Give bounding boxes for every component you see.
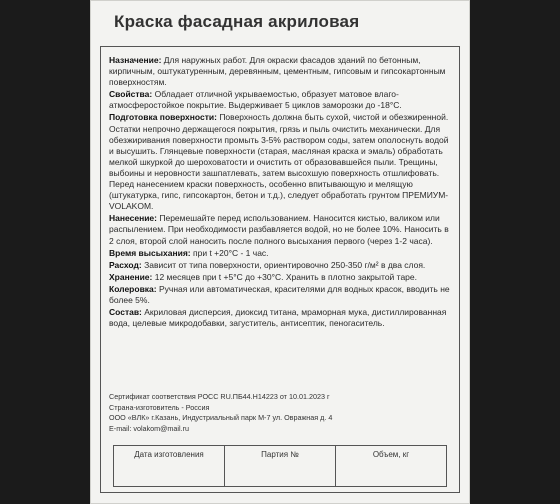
section-composition: Состав: Акриловая дисперсия, диоксид титана, мраморная мука, дистиллированная вода, целевые микродобавки, загуститель, антисептик, пеногаситель. bbox=[109, 307, 447, 329]
volume-label: Объем, кг bbox=[372, 450, 410, 459]
production-date-label: Дата изготовления bbox=[134, 450, 204, 459]
country-line: Страна-изготовитель - Россия bbox=[109, 402, 210, 412]
section-application: Нанесение: Перемешайте перед использованием. Наносится кистью, валиком или распылением. При необходимости разбавляется водой, но не более 10%. Наносить в 2 слоя, второй слой наносить после полного высыхания первого (через 1-2 часа). bbox=[109, 213, 449, 246]
info-frame bbox=[100, 46, 460, 493]
section-properties: Свойства: Обладает отличной укрываемостью, образует матовое влаго-атмосферостойкое покрытие. Выдерживает 5 циклов заморозки до -18°С. bbox=[109, 89, 402, 111]
section-tinting: Колеровка: Ручная или автоматическая, красителями для водных красок, вводить не более 5%. bbox=[109, 283, 450, 305]
volume-cell bbox=[336, 446, 446, 486]
label-sheet bbox=[90, 0, 470, 504]
section-purpose: Назначение: Для наружных работ. Для окраски фасадов зданий по бетонным, кирпичным, оштукатуренным, деревянным, цементным, гипсовым и гипсокартонным поверхностям. bbox=[109, 55, 446, 88]
section-preparation: Подготовка поверхности: Поверхность должна быть сухой, чистой и обезжиренной. Остатки непрочно держащегося покрытия, грязь и пыль очистить механически. Для обезжиривания поверхности промыть 3-5% раствором соды, затем ополоснуть водой и высушить. Глянцевые поверхности (старая, масляная краска и эмаль) обработать мелкой шкуркой до шероховатости и очистить от образовавшейся пыли. Трещины, выбоины и неровности зашпатлевать, затем высохшую поверхность отшлифовать. Перед нанесением краски поверхность, особенно впитывающую и мелящую (штукатурка, гипс, гипсокартон, бетон и т.д.), следует обработать грунтом ПРЕМИУМ-VOLAKOM. bbox=[109, 112, 449, 212]
production-date-cell bbox=[114, 446, 225, 486]
batch-table bbox=[113, 445, 447, 487]
section-storage: Хранение: 12 месяцев при t +5°С до +30°С. Хранить в плотно закрытой таре. bbox=[109, 271, 417, 282]
email-line: E-mail: volakom@mail.ru bbox=[109, 423, 189, 433]
batch-number-cell bbox=[225, 446, 336, 486]
certificate-block bbox=[109, 392, 452, 434]
instructions-text bbox=[109, 55, 452, 330]
address-line: ООО «ВЛК» г.Казань, Индустриальный парк М-7 ул. Овражная д. 4 bbox=[109, 413, 333, 422]
product-title: Краска фасадная акриловая bbox=[114, 12, 360, 31]
batch-number-label: Партия № bbox=[261, 450, 299, 459]
certificate-line: Сертификат соответствия РОСС RU.ПБ44.Н14223 от 10.01.2023 г bbox=[109, 392, 330, 401]
section-consumption: Расход: Зависит от типа поверхности, ориентировочно 250-350 г/м² в два слоя. bbox=[109, 259, 426, 270]
section-drying-time: Время высыхания: при t +20°С - 1 час. bbox=[109, 247, 269, 258]
